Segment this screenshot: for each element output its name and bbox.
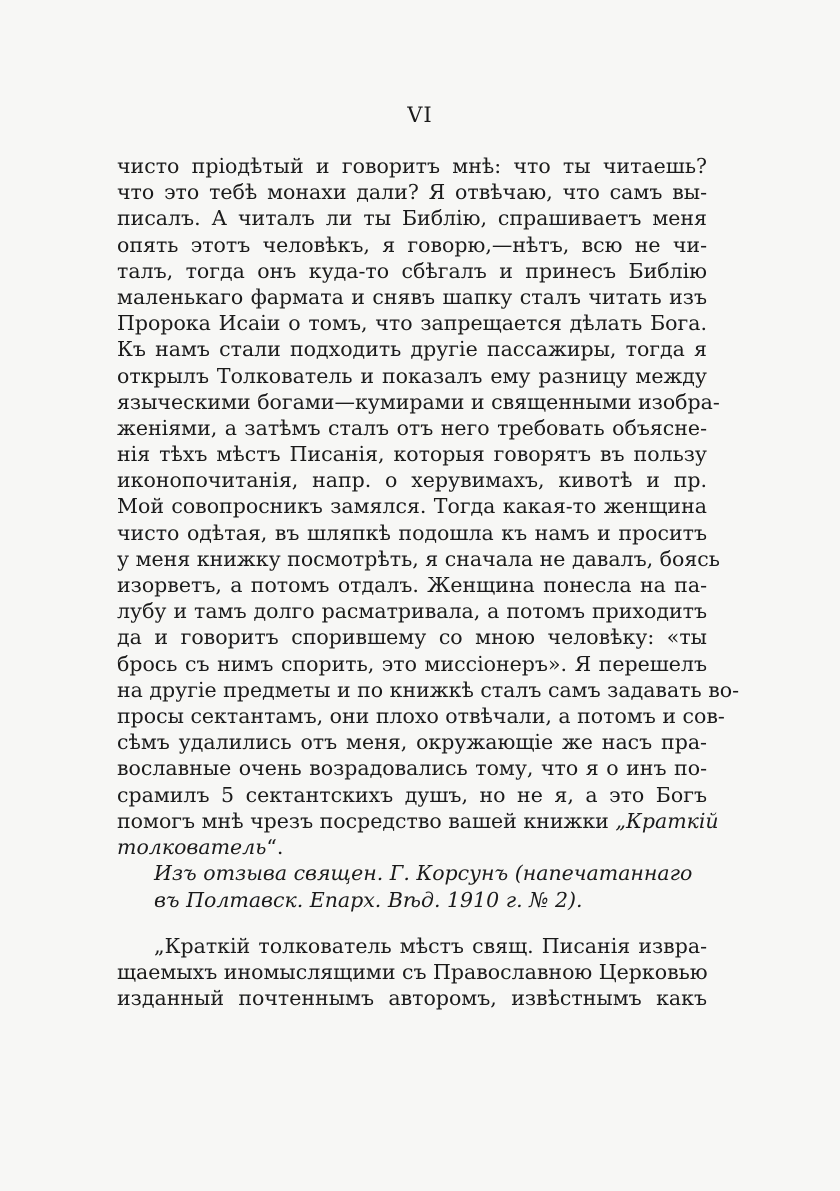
heading-line: Изъ отзыва священ. Г. Корсунъ (напечатаннаго (154, 861, 693, 885)
section-heading (154, 860, 693, 914)
text-line: щаемыхъ иномыслящими съ Православною Церковью (117, 960, 708, 985)
text-line: женіями, а затѣмъ сталъ отъ него требовать объясне- (117, 415, 707, 440)
text-line: нія тѣхъ мѣстъ Писанія, которыя говорятъ въ пользу (117, 442, 707, 467)
text-line: иконопочитанія, напр. о херувимахъ, кивотѣ и пр. (117, 468, 707, 493)
text-line: чисто одѣтая, въ шляпкѣ подошла къ намъ и проситъ (117, 520, 707, 545)
heading-line: въ Полтавск. Епарх. Вѣд. 1910 г. № 2). (154, 888, 583, 912)
text-line: что это тебѣ монахи дали? Я отвѣчаю, что самъ вы- (117, 180, 707, 205)
text-line: лубу и тамъ долго расматривала, а потомъ приходитъ (117, 599, 707, 624)
text-line: у меня книжку посмотрѣть, я сначала не давалъ, боясь (117, 546, 720, 571)
closing-quote: “. (266, 834, 284, 859)
text-line: Къ намъ стали подходить другіе пассажиры, тогда я (117, 337, 707, 362)
text-line: Мой совопросникъ замялся. Тогда какая-то женщина (117, 494, 707, 519)
text-line: открылъ Толкователь и показалъ ему разницу между (117, 363, 707, 388)
text-line: талъ, тогда онъ куда-то сбѣгалъ и принесъ Библію (117, 258, 707, 283)
text-line: писалъ. А читалъ ли ты Библію, спрашиваетъ меня (117, 206, 707, 231)
text-line-last (117, 834, 707, 860)
text-line: сѣмъ удалились отъ меня, окружающіе же насъ пра- (117, 730, 707, 755)
text-line: Пророка Исаіи о томъ, что запрещается дѣлать Бога. (117, 311, 707, 336)
text-line: срамилъ 5 сектантскихъ душъ, но не я, а это Богъ (117, 782, 707, 807)
text-line: на другіе предметы и по книжкѣ сталъ самъ задавать во- (117, 677, 740, 702)
text-line: опять этотъ человѣкъ, я говорю,—нѣтъ, всю не чи- (117, 232, 707, 257)
text-line: „Краткій толкователь мѣстъ свящ. Писанія извра- (154, 934, 707, 958)
page-number: VI (407, 103, 433, 127)
text-line: просы сектантамъ, они плохо отвѣчали, а потомъ и сов- (117, 703, 725, 728)
quote-text (117, 933, 707, 1012)
text-line: изорветъ, а потомъ отдалъ. Женщина понесла на па- (117, 573, 707, 597)
text-line: маленькаго фармата и снявъ шапку сталъ читать изъ (117, 284, 707, 309)
text-line-with-title (117, 808, 719, 834)
main-text (117, 153, 740, 860)
text-line: брось съ нимъ спорить, это миссіонеръ». Я перешелъ (117, 651, 707, 676)
text-line: вославные очень возрадовались тому, что я о инъ по- (117, 756, 707, 781)
book-title-start: „Краткій (615, 808, 719, 833)
book-title-end: толкователь (117, 834, 267, 859)
text-line-segment: помогъ мнѣ чрезъ посредство вашей книжки (117, 808, 609, 833)
text-line: изданный почтеннымъ авторомъ, извѣстнымъ какъ (117, 986, 707, 1011)
text-line: чисто пріодѣтый и говоритъ мнѣ: что ты читаешь? (117, 154, 707, 178)
text-line: да и говоритъ спорившему со мною человѣку: «ты (117, 625, 707, 650)
text-line: языческими богами—кумирами и священными изобра- (117, 389, 720, 414)
